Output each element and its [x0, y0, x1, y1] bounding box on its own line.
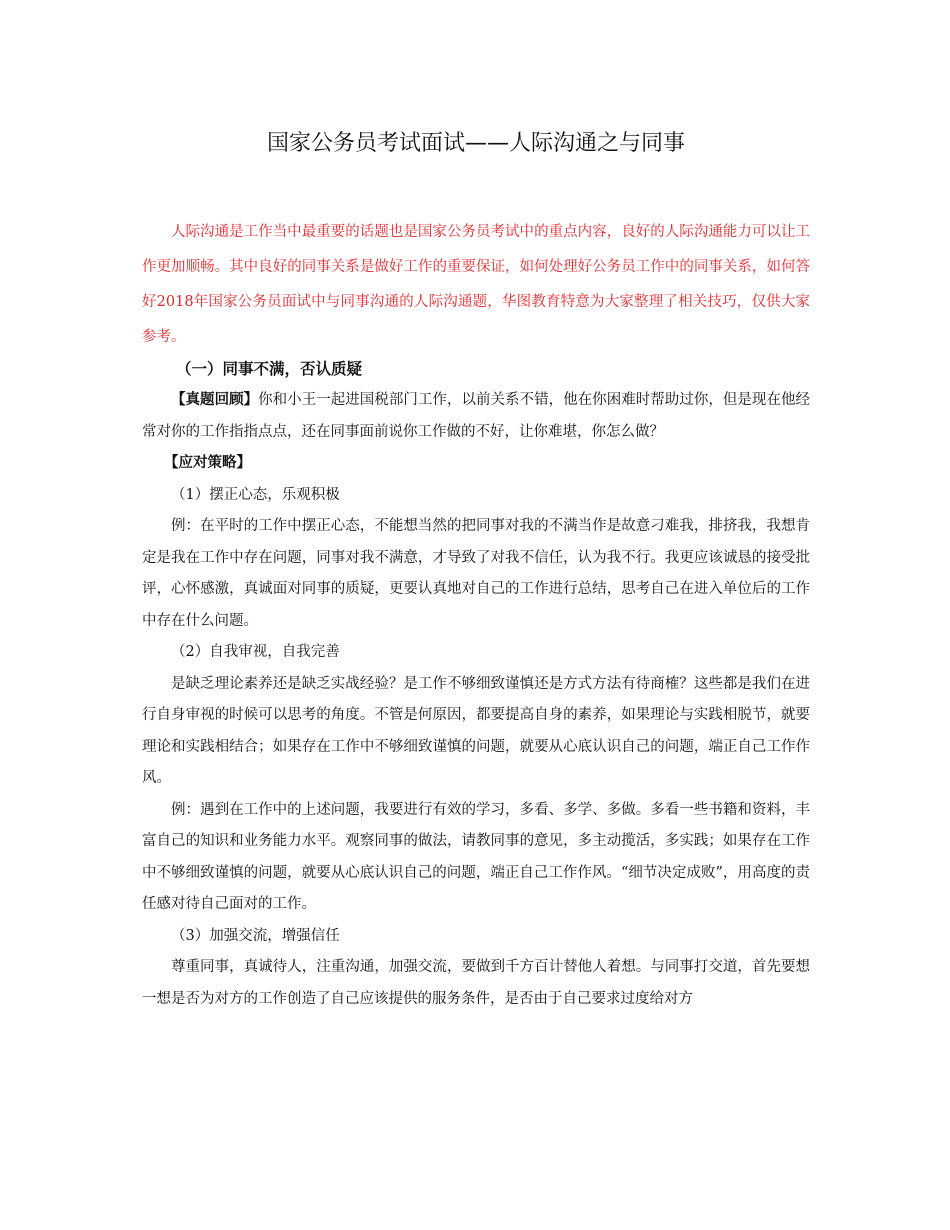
- question-paragraph: [142, 385, 810, 448]
- point-2-heading: （2）自我审视，自我完善: [171, 644, 340, 660]
- point-3-text: 尊重同事，真诚待人，注重沟通，加强交流，要做到千方百计替他人着想。与同事打交道，首先要想一想是否为对方的工作创造了自己应该提供的服务条件，是否由于自己要求过度给对方: [142, 959, 810, 1007]
- point-1-heading: （1）摆正心态，乐观积极: [171, 486, 340, 503]
- document-title: 国家公务员考试面试——人际沟通之与同事: [266, 131, 685, 156]
- intro-paragraph: 人际沟通是工作当中最重要的话题也是国家公务员考试中的重点内容，良好的人际沟通能力可以让工作更加顺畅。其中良好的同事关系是做好工作的重要保证，如何处理好公务员工作中的同事关系，如何答好2018年国家公务员面试中与同事沟通的人际沟通题，华图教育特意为大家整理了相关技巧，仅供大家参考。: [142, 224, 810, 345]
- point-2-example: 例：遇到在工作中的上述问题，我要进行有效的学习，多看、多学、多做。多看一些书籍和资料，丰富自己的知识和业务能力水平。观察同事的做法，请教同事的意见，多主动揽活，多实践；如果存在工作中不够细致谨慎的问题，就要从心底认识自己的问题，端正自己工作作风。“细节决定成败”，用高度的责任感对待自己面对的工作。: [142, 801, 810, 912]
- strategy-label: 【应对策略】: [164, 455, 251, 471]
- point-2-text: 是缺乏理论素养还是缺乏实战经验？是工作不够细致谨慎还是方式方法有待商榷？这些都是我们在进行自身审视的时候可以思考的角度。不管是何原因，都要提高自身的素养，如果理论与实践相脱节，就要理论和实践相结合；如果存在工作中不够细致谨慎的问题，就要从心底认识自己的问题，端正自己工作作风。: [142, 675, 810, 786]
- section-1-heading: （一）同事不满，否认质疑: [176, 360, 363, 378]
- point-3-heading: （3）加强交流，增强信任: [171, 927, 340, 944]
- question-label: 【真题回顾】: [171, 392, 259, 408]
- question-text: 你和小王一起进国税部门工作，以前关系不错，他在你困难时帮助过你，但是现在他经常对你的工作指指点点，还在同事面前说你工作做的不好，让你难堪，你怎么做？: [142, 392, 810, 440]
- point-1-example: 例：在平时的工作中摆正心态，不能想当然的把同事对我的不满当作是故意刁难我，排挤我，我想肯定是我在工作中存在问题，同事对我不满意，才导致了对我不信任，认为我不行。我更应该诚恳的接受批评，心怀感激，真诚面对同事的质疑，更要认真地对自己的工作进行总结，思考自己在进入单位后的工作中存在什么问题。: [142, 518, 810, 629]
- section-1: [142, 353, 810, 1015]
